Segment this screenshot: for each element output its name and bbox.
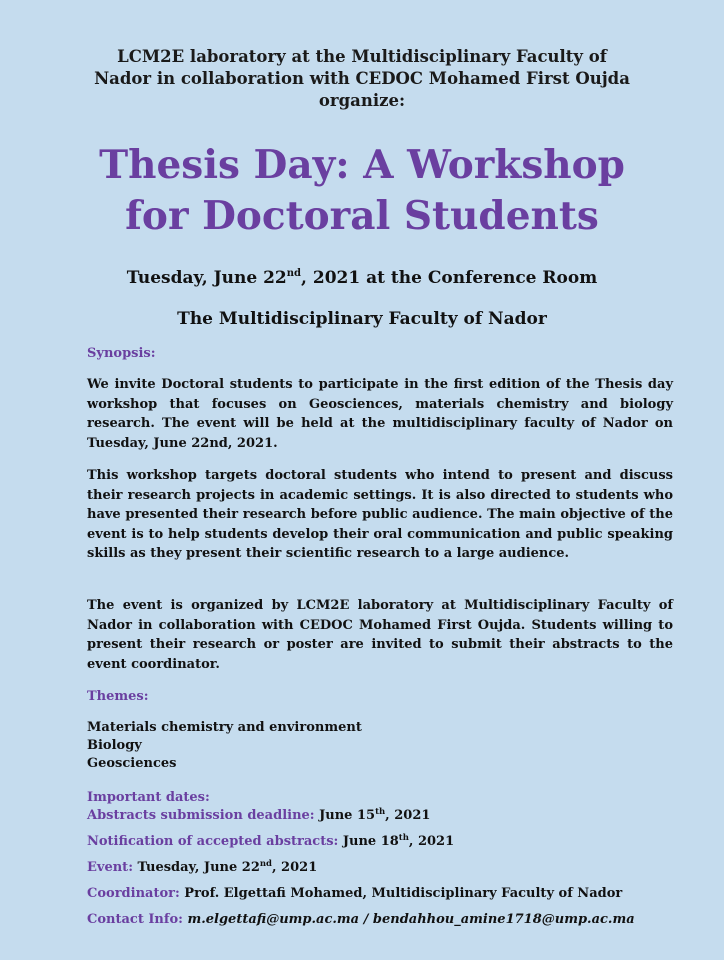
- organizer-heading: [50, 46, 674, 112]
- organizer-line: organize:: [318, 91, 406, 110]
- themes-label: Themes:: [87, 689, 149, 704]
- theme-item: Biology: [87, 738, 142, 753]
- event-title: [30, 140, 694, 242]
- themes-list: [87, 719, 673, 773]
- contact-info: Contact Info: m.elgettafi@ump.ac.ma / bendahhou_amine1718@ump.ac.ma: [87, 912, 635, 927]
- event-day: Event: Tuesday, June 22nd, 2021: [87, 859, 318, 875]
- synopsis-paragraph: We invite Doctoral students to participate in the first edition of the Thesis day workshop that focuses on Geosciences, materials chemistry and biology research. The event will be held at the multidisciplinary faculty of Nador on Tuesday, June 22nd, 2021.: [87, 377, 673, 451]
- organizer-line: LCM2E laboratory at the Multidisciplinary Faculty of: [117, 47, 607, 66]
- event-venue: The Multidisciplinary Faculty of Nador: [177, 309, 547, 329]
- synopsis-paragraph: This workshop targets doctoral students who intend to present and discuss their research projects in academic settings. It is also directed to students who have presented their research before public audience. The main objective of the event is to help students develop their oral communication and public speaking skills as they present their scientific research to a large audience.: [87, 468, 673, 562]
- important-dates-label: Important dates:: [87, 790, 210, 805]
- event-date: Tuesday, June 22nd, 2021 at the Conference Room: [126, 268, 598, 288]
- organizer-line: Nador in collaboration with CEDOC Mohamed First Oujda: [94, 69, 630, 88]
- synopsis-label: Synopsis:: [87, 346, 156, 361]
- abstracts-deadline: Abstracts submission deadline: June 15th, 2021: [87, 807, 431, 823]
- title-line: Thesis Day: A Workshop: [99, 142, 625, 188]
- theme-item: Geosciences: [87, 756, 177, 771]
- synopsis-paragraph: The event is organized by LCM2E laboratory at Multidisciplinary Faculty of Nador in collaboration with CEDOC Mohamed First Oujda. Students willing to present their research or poster are invited to submit their abstracts to the event coordinator.: [87, 598, 673, 672]
- theme-item: Materials chemistry and environment: [87, 720, 362, 735]
- coordinator: Coordinator: Prof. Elgettafi Mohamed, Multidisciplinary Faculty of Nador: [87, 886, 623, 901]
- notification-date: Notification of accepted abstracts: June 18th, 2021: [87, 833, 455, 849]
- title-line: for Doctoral Students: [125, 193, 599, 239]
- contact-emails[interactable]: m.elgettafi@ump.ac.ma / bendahhou_amine1718@ump.ac.ma: [182, 912, 635, 927]
